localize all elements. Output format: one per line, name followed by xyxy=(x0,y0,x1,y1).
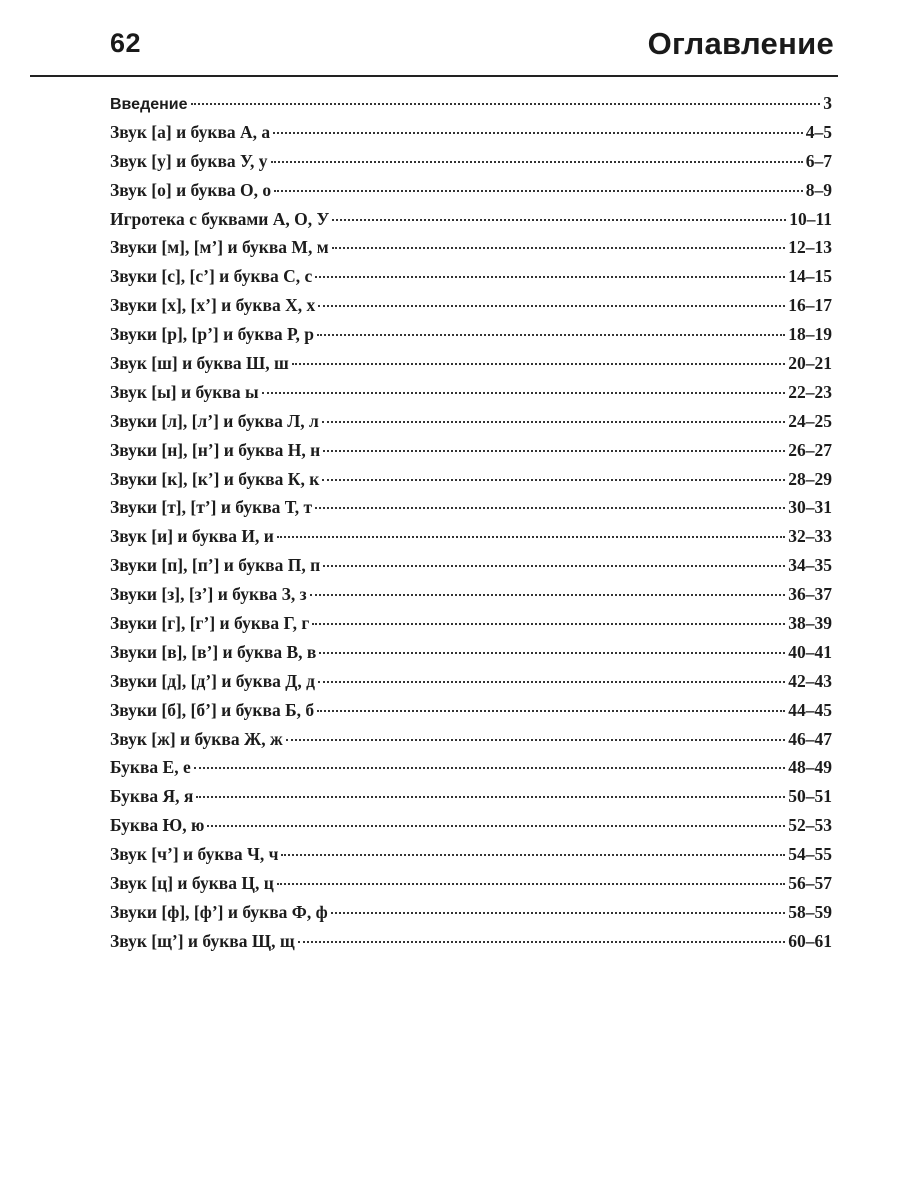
dot-leader xyxy=(277,882,785,885)
toc-entry-title: Звуки [з], [з’] и буква З, з xyxy=(110,584,307,605)
toc-entry-title: Введение xyxy=(110,96,188,113)
dot-leader xyxy=(317,333,785,336)
toc-entry-title: Звук [и] и буква И, и xyxy=(110,526,274,547)
page-header xyxy=(0,0,900,80)
toc-entry-pages: 50–51 xyxy=(788,786,832,807)
toc-entry[interactable] xyxy=(110,584,832,613)
toc-entry-pages: 22–23 xyxy=(788,381,832,402)
toc-entry[interactable] xyxy=(110,902,832,931)
toc-entry-title: Звуки [ф], [ф’] и буква Ф, ф xyxy=(110,901,328,922)
toc-entry-title: Звук [а] и буква А, а xyxy=(110,121,271,142)
toc-entry-pages: 42–43 xyxy=(788,670,832,691)
toc-entry-pages: 16–17 xyxy=(788,295,832,316)
toc-entry-title: Звуки [м], [м’] и буква М, м xyxy=(110,237,329,258)
toc-entry[interactable] xyxy=(110,729,832,758)
toc-entry[interactable] xyxy=(110,469,832,498)
toc-entry-title: Звук [о] и буква О, о xyxy=(110,179,272,200)
toc-entry[interactable] xyxy=(110,324,832,353)
toc-entry[interactable] xyxy=(110,844,832,873)
toc-entry-title: Звуки [в], [в’] и буква В, в xyxy=(110,641,317,662)
toc-entry-title: Звуки [х], [х’] и буква Х, х xyxy=(110,295,316,316)
toc-entry-pages: 14–15 xyxy=(788,266,832,287)
toc-entry-title: Буква Ю, ю xyxy=(110,815,205,836)
page-title: Оглавление xyxy=(647,26,834,61)
toc-entry-pages: 4–5 xyxy=(805,121,832,142)
toc-entry[interactable] xyxy=(110,353,832,382)
header-divider xyxy=(30,75,838,77)
toc-entry-pages: 40–41 xyxy=(788,641,832,662)
toc-entry[interactable] xyxy=(110,671,832,700)
toc-entry[interactable] xyxy=(110,555,832,584)
dot-leader xyxy=(323,449,785,452)
toc-entry-title: Звук [ч’] и буква Ч, ч xyxy=(110,844,279,865)
dot-leader xyxy=(323,564,785,567)
dot-leader xyxy=(271,160,803,163)
toc-entry-pages: 34–35 xyxy=(788,555,832,576)
toc-entry-pages: 36–37 xyxy=(788,584,832,605)
toc-entry-title: Звук [ш] и буква Ш, ш xyxy=(110,353,289,374)
toc-entry-title: Звуки [п], [п’] и буква П, п xyxy=(110,555,321,576)
toc-entry-title: Звуки [н], [н’] и буква Н, н xyxy=(110,439,321,460)
toc-entry-pages: 10–11 xyxy=(789,208,832,229)
toc-entry-pages: 8–9 xyxy=(805,179,832,200)
toc-entry-title: Звуки [г], [г’] и буква Г, г xyxy=(110,613,310,634)
toc-entry-title: Звук [ы] и буква ы xyxy=(110,381,259,402)
toc-entry-pages: 38–39 xyxy=(788,613,832,634)
dot-leader xyxy=(292,362,785,365)
page-number: 62 xyxy=(110,28,142,58)
toc-entry[interactable] xyxy=(110,209,832,238)
dot-leader xyxy=(318,680,785,683)
dot-leader xyxy=(207,824,785,827)
toc-entry[interactable] xyxy=(110,93,832,122)
dot-leader xyxy=(331,911,786,914)
dot-leader xyxy=(315,506,785,509)
dot-leader xyxy=(298,940,786,943)
toc-entry-pages: 24–25 xyxy=(788,410,832,431)
toc-entry[interactable] xyxy=(110,237,832,266)
dot-leader xyxy=(322,420,785,423)
dot-leader xyxy=(262,391,786,394)
dot-leader xyxy=(277,535,785,538)
toc-entry-title: Звуки [с], [с’] и буква С, с xyxy=(110,266,313,287)
toc-entry[interactable] xyxy=(110,122,832,151)
toc-entry[interactable] xyxy=(110,931,832,960)
dot-leader xyxy=(318,304,785,307)
toc-entry-pages: 18–19 xyxy=(788,324,832,345)
toc-entry[interactable] xyxy=(110,613,832,642)
dot-leader xyxy=(332,246,786,249)
dot-leader xyxy=(191,102,821,105)
dot-leader xyxy=(317,709,785,712)
toc-entry[interactable] xyxy=(110,873,832,902)
toc-entry-title: Звук [щ’] и буква Щ, щ xyxy=(110,930,295,951)
dot-leader xyxy=(273,131,803,134)
toc-entry[interactable] xyxy=(110,440,832,469)
toc-entry[interactable] xyxy=(110,180,832,209)
toc-entry-pages: 6–7 xyxy=(805,150,832,171)
toc-entry-title: Звуки [р], [р’] и буква Р, р xyxy=(110,324,315,345)
toc-entry[interactable] xyxy=(110,411,832,440)
toc-entry-title: Звук [у] и буква У, у xyxy=(110,150,268,171)
toc-entry-pages: 3 xyxy=(823,93,832,113)
toc-entry-pages: 30–31 xyxy=(788,497,832,518)
toc-entry-title: Буква Е, е xyxy=(110,757,191,778)
dot-leader xyxy=(281,853,785,856)
toc-entry-pages: 20–21 xyxy=(788,353,832,374)
toc-entry-pages: 58–59 xyxy=(788,901,832,922)
table-of-contents xyxy=(110,93,832,960)
toc-entry[interactable] xyxy=(110,700,832,729)
toc-entry-pages: 52–53 xyxy=(788,815,832,836)
toc-entry-pages: 56–57 xyxy=(788,873,832,894)
toc-entry-pages: 46–47 xyxy=(788,728,832,749)
toc-entry[interactable] xyxy=(110,497,832,526)
toc-entry-pages: 12–13 xyxy=(788,237,832,258)
toc-entry[interactable] xyxy=(110,815,832,844)
toc-entry-pages: 60–61 xyxy=(788,930,832,951)
toc-entry[interactable] xyxy=(110,266,832,295)
dot-leader xyxy=(322,478,785,481)
toc-entry[interactable] xyxy=(110,151,832,180)
dot-leader xyxy=(196,795,785,798)
toc-entry[interactable] xyxy=(110,295,832,324)
toc-entry-title: Звуки [д], [д’] и буква Д, д xyxy=(110,670,315,691)
toc-entry-title: Звуки [к], [к’] и буква К, к xyxy=(110,468,320,489)
toc-entry-title: Буква Я, я xyxy=(110,786,194,807)
dot-leader xyxy=(274,189,803,192)
toc-entry-pages: 54–55 xyxy=(788,844,832,865)
toc-entry-title: Звук [ж] и буква Ж, ж xyxy=(110,728,283,749)
toc-entry[interactable] xyxy=(110,757,832,786)
dot-leader xyxy=(332,218,786,221)
toc-entry-pages: 28–29 xyxy=(788,468,832,489)
toc-entry[interactable] xyxy=(110,382,832,411)
dot-leader xyxy=(315,275,785,278)
dot-leader xyxy=(310,593,786,596)
toc-entry[interactable] xyxy=(110,642,832,671)
toc-entry[interactable] xyxy=(110,526,832,555)
dot-leader xyxy=(312,622,785,625)
toc-entry-pages: 48–49 xyxy=(788,757,832,778)
toc-entry-title: Звуки [л], [л’] и буква Л, л xyxy=(110,410,319,431)
dot-leader xyxy=(286,738,786,741)
dot-leader xyxy=(194,766,786,769)
toc-entry[interactable] xyxy=(110,786,832,815)
toc-entry-title: Звуки [б], [б’] и буква Б, б xyxy=(110,699,315,720)
toc-entry-pages: 26–27 xyxy=(788,439,832,460)
toc-entry-title: Звуки [т], [т’] и буква Т, т xyxy=(110,497,313,518)
dot-leader xyxy=(319,651,785,654)
toc-entry-title: Звук [ц] и буква Ц, ц xyxy=(110,873,274,894)
toc-entry-pages: 44–45 xyxy=(788,699,832,720)
toc-entry-pages: 32–33 xyxy=(788,526,832,547)
toc-entry-title: Игротека с буквами А, О, У xyxy=(110,208,330,229)
